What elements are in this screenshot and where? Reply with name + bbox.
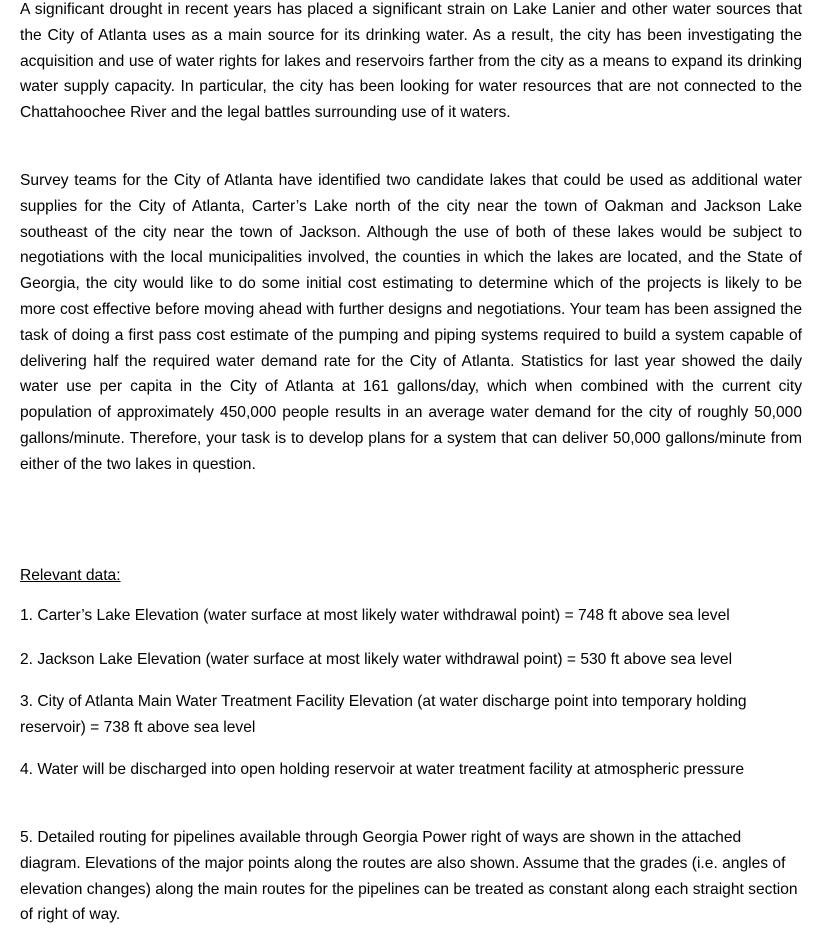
data-item-treatment-facility: 3. City of Atlanta Main Water Treatment Facility Elevation (at water discharge point into temporary holding reservoir) = 738 ft above sea level — [20, 693, 747, 736]
intro-paragraph: A significant drought in recent years has placed a significant strain on Lake Lanier and other water sources that the City of Atlanta uses as a main source for its drinking water. As a result, the city has been investigating the acquisition and use of water rights for lakes and reservoirs farther from the city as a means to expand its drinking water supply capacity. In particular, the city has been looking for water resources that are not connected to the Chattahoochee River and the legal battles surrounding use of it waters. — [20, 1, 802, 122]
survey-paragraph: Survey teams for the City of Atlanta have identified two candidate lakes that could be used as additional water supplies for the City of Atlanta, Carter’s Lake north of the city near the town of Oakman and Jackson Lake southeast of the city near the town of Jackson. Although the use of both of these lakes would be subject to negotiations with the local municipalities involved, the counties in which the lakes are located, and the State of Georgia, the city would like to do some initial cost estimating to determine which of the projects is likely to be more cost effective before moving ahead with further designs and negotiations. Your team has been assigned the task of doing a first pass cost estimate of the pumping and piping systems required to build a system capable of delivering half the required water demand rate for the City of Atlanta. Statistics for last year showed the daily water use per capita in the City of Atlanta at 161 gallons/day, which when combined with the current city population of approximately 450,000 people results in an average water demand for the city of roughly 50,000 gallons/minute. Therefore, your task is to develop plans for a system that can deliver 50,000 gallons/minute from either of the two lakes in question. — [20, 172, 802, 473]
data-item-reservoir-pressure: 4. Water will be discharged into open holding reservoir at water treatment facility at atmospheric pressure — [20, 761, 745, 778]
data-item-carters-lake: 1. Carter’s Lake Elevation (water surface at most likely water withdrawal point) = 748 ft above sea level — [20, 607, 730, 624]
data-item-pipeline-routing: 5. Detailed routing for pipelines available through Georgia Power right of ways are shown in the attached diagram. Elevations of the major points along the routes are also shown. Assume that the grades (i.e. angles of elevation changes) along the main routes for the pipelines can be treated as constant along each straight section of right of way. — [20, 829, 798, 924]
relevant-data-heading: Relevant data: — [20, 567, 121, 584]
data-item-jackson-lake: 2. Jackson Lake Elevation (water surface at most likely water withdrawal point) = 530 ft above sea level — [20, 651, 733, 668]
